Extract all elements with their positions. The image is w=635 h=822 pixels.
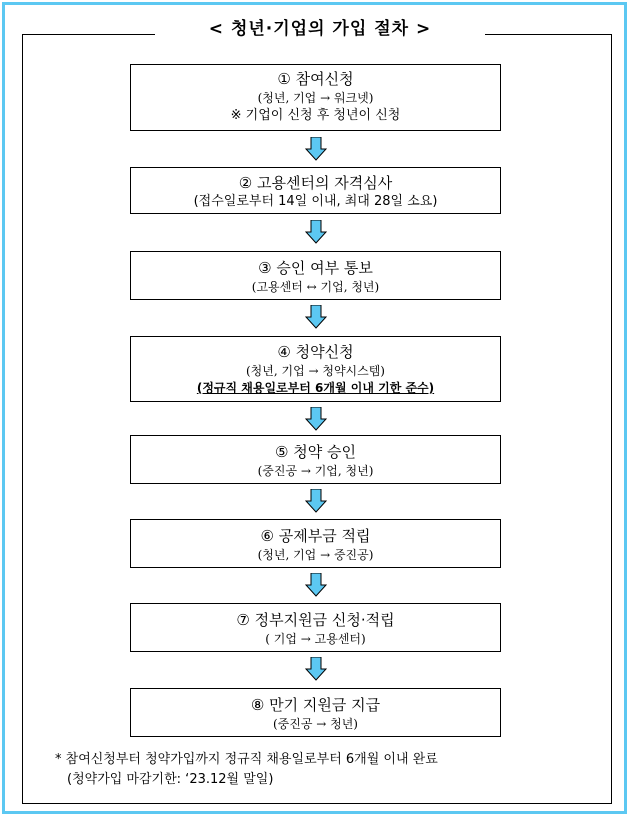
step-8-title: ⑧ 만기 지원금 지급 bbox=[250, 696, 381, 714]
step-4-title: ④ 청약신청 bbox=[277, 343, 354, 361]
step-1-title: ① 참여신청 bbox=[277, 70, 354, 88]
down-arrow-icon bbox=[305, 137, 327, 161]
page-title: < 청년·기업의 가입 절차 > bbox=[155, 16, 485, 44]
step-1-subtitle: (청년, 기업 → 워크넷) bbox=[257, 91, 374, 105]
step-8-subtitle: (중진공 → 청년) bbox=[272, 717, 358, 731]
step-4-deadline-note: (정규직 채용일로부터 6개월 이내 기한 준수) bbox=[196, 381, 435, 395]
down-arrow-icon bbox=[305, 657, 327, 681]
step-5-box bbox=[130, 435, 501, 484]
step-2-subtitle: (접수일로부터 14일 이내, 최대 28일 소요) bbox=[193, 194, 438, 209]
step-4-box bbox=[130, 336, 501, 402]
step-6-title: ⑥ 공제부금 적립 bbox=[260, 527, 371, 545]
down-arrow-icon bbox=[305, 407, 327, 431]
step-2-box bbox=[130, 167, 501, 214]
step-7-subtitle: ( 기업 → 고용센터) bbox=[265, 632, 366, 646]
down-arrow-icon bbox=[305, 573, 327, 597]
step-7-title: ⑦ 정부지원금 신청·적립 bbox=[236, 611, 395, 629]
step-4-subtitle: (청년, 기업 → 청약시스템) bbox=[245, 364, 385, 378]
down-arrow-icon bbox=[305, 305, 327, 329]
step-2-title: ② 고용센터의 자격심사 bbox=[238, 174, 393, 192]
down-arrow-icon bbox=[305, 220, 327, 244]
footnote-line-2: (청약가입 마감기한: ‘23.12월 말일) bbox=[67, 772, 274, 787]
step-5-subtitle: (중진공 → 기업, 청년) bbox=[257, 464, 374, 478]
step-8-box bbox=[130, 688, 501, 737]
footnote bbox=[55, 750, 438, 790]
step-3-box bbox=[130, 251, 501, 300]
step-1-note: ※ 기업이 신청 후 청년이 신청 bbox=[230, 108, 401, 123]
step-5-title: ⑤ 청약 승인 bbox=[275, 443, 356, 461]
step-3-title: ③ 승인 여부 통보 bbox=[258, 259, 373, 277]
step-3-subtitle: (고용센터 ↔ 기업, 청년) bbox=[251, 280, 380, 294]
step-7-box bbox=[130, 603, 501, 652]
down-arrow-icon bbox=[305, 489, 327, 513]
step-6-subtitle: (청년, 기업 → 중진공) bbox=[257, 548, 374, 562]
footnote-line-1: * 참여신청부터 청약가입까지 정규직 채용일로부터 6개월 이내 완료 bbox=[55, 752, 438, 767]
step-1-box bbox=[130, 64, 501, 131]
step-6-box bbox=[130, 519, 501, 568]
